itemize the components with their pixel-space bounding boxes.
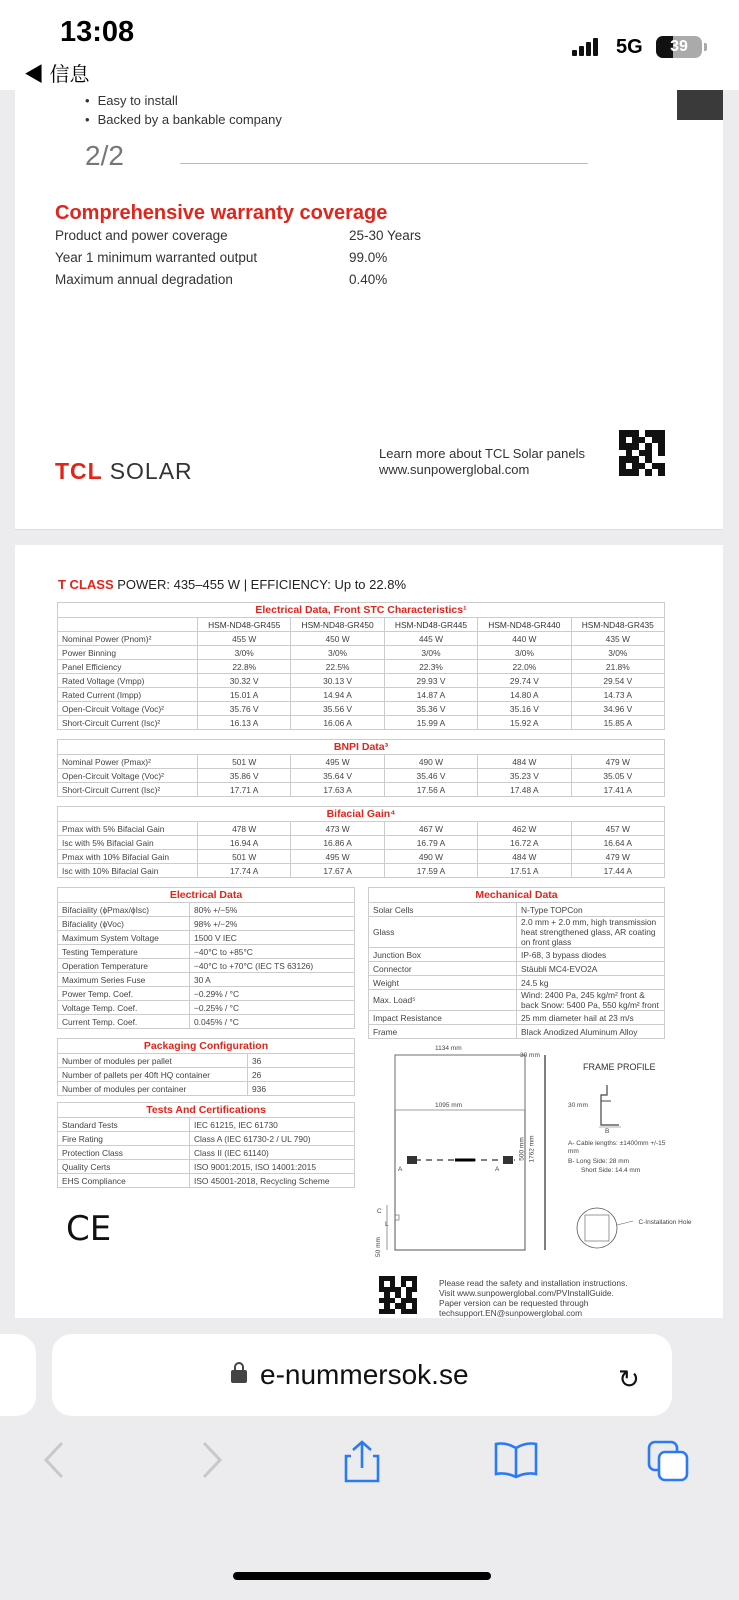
table-row: [58, 632, 665, 646]
pdf-page-2: [15, 545, 723, 1318]
cell-value: 36: [248, 1054, 355, 1068]
row-label: Standard Tests: [58, 1118, 190, 1132]
cell-value: 3/0%: [291, 646, 384, 660]
cell-value: 35.05 V: [571, 769, 664, 783]
cell-value: 16.06 A: [291, 716, 384, 730]
installation-hole: C-Installation Hole: [638, 1219, 692, 1226]
address-bar[interactable]: [52, 1334, 672, 1416]
cell-value: N-Type TOPCon: [517, 903, 665, 917]
cell-value: 30 A: [190, 973, 355, 987]
cell-value: 35.86 V: [198, 769, 291, 783]
cell-value: 24.5 kg: [517, 976, 665, 990]
row-label: Pmax with 5% Bifacial Gain: [58, 822, 198, 836]
cell-value: 479 W: [571, 755, 664, 769]
cell-value: 501 W: [198, 850, 291, 864]
table-row: [369, 917, 665, 948]
cell-value: 435 W: [571, 632, 664, 646]
table-row: [58, 1082, 355, 1096]
row-label: Power Temp. Coef.: [58, 987, 190, 1001]
back-to-messages-link[interactable]: ◀ 信息: [24, 64, 90, 86]
table-row: [58, 1132, 355, 1146]
cell-value: 30.32 V: [198, 674, 291, 688]
cell-value: 17.48 A: [478, 783, 571, 797]
row-label: Isc with 10% Bifacial Gain: [58, 864, 198, 878]
table-row: [58, 1118, 355, 1132]
qr-code-icon: [619, 430, 665, 476]
dim-height: 1762 mm: [528, 1135, 536, 1163]
ce-mark: CE: [66, 1209, 112, 1249]
cell-value: 17.41 A: [571, 783, 664, 797]
cell-value: 25 mm diameter hail at 23 m/s: [517, 1011, 665, 1025]
cell-value: 35.36 V: [384, 702, 477, 716]
table-row: [58, 688, 665, 702]
frame-profile-label: FRAME PROFILE: [583, 1062, 656, 1072]
row-label: Maximum System Voltage: [58, 931, 190, 945]
table-row: [58, 1068, 355, 1082]
cell-value: 35.76 V: [198, 702, 291, 716]
row-label: Pmax with 10% Bifacial Gain: [58, 850, 198, 864]
home-indicator: [233, 1572, 491, 1580]
cell-value: 30.13 V: [291, 674, 384, 688]
cell-value: 34.96 V: [571, 702, 664, 716]
share-icon[interactable]: [343, 1440, 381, 1493]
install-instructions: Please read the safety and installation instructions. Visit www.sunpowerglobal.com/PVInstallGuide. Paper version can be requested through techsupport.EN@sunpowerglobal.com: [439, 1278, 628, 1318]
cell-value: 29.54 V: [571, 674, 664, 688]
profile-height: 30 mm: [568, 1102, 588, 1109]
table-row: [58, 864, 665, 878]
table-row: [58, 850, 665, 864]
cell-value: 2.0 mm + 2.0 mm, high transmission heat strengthened glass, AR coating on front glass: [517, 917, 665, 948]
cell-value: IEC 61215, IEC 61730: [190, 1118, 355, 1132]
cell-value: 17.59 A: [384, 864, 477, 878]
cell-value: −0.29% / °C: [190, 987, 355, 1001]
bullet-item: • Backed by a bankable company: [85, 112, 282, 127]
dim-width: 1134 mm: [435, 1045, 462, 1052]
row-label: Maximum Series Fuse: [58, 973, 190, 987]
cell-value: 3/0%: [478, 646, 571, 660]
qr-code-icon: [379, 1276, 417, 1314]
cell-value: 21.8%: [571, 660, 664, 674]
cell-value: 440 W: [478, 632, 571, 646]
cell-value: Black Anodized Aluminum Alloy: [517, 1025, 665, 1039]
cell-value: 15.85 A: [571, 716, 664, 730]
cell-value: 15.99 A: [384, 716, 477, 730]
warranty-value: 99.0%: [349, 250, 388, 265]
pdf-page-1: [15, 90, 723, 530]
cell-value: ISO 45001-2018, Recycling Scheme: [190, 1174, 355, 1188]
cell-value: 80% +/−5%: [190, 903, 355, 917]
certifications-table: Tests And Certifications Standard Tests IEC 61215, IEC 61730 Fire Rating Class A (IEC 61730-2 / UL 790) Protection Class Class II (IEC 61140) Quality Certs ISO 9001:2015, ISO 14001:2015 EHS Compliance ISO 45001-2018, Recycling Scheme: [57, 1102, 355, 1188]
cell-value: 35.64 V: [291, 769, 384, 783]
warranty-title: Comprehensive warranty coverage: [55, 202, 388, 224]
cell-value: 3/0%: [384, 646, 477, 660]
cell-value: IP-68, 3 bypass diodes: [517, 948, 665, 962]
cell-value: 22.8%: [198, 660, 291, 674]
cell-value: 490 W: [384, 850, 477, 864]
cell-value: 35.23 V: [478, 769, 571, 783]
table-row: [58, 702, 665, 716]
cell-value: 22.5%: [291, 660, 384, 674]
learn-more-text: Learn more about TCL Solar panels www.sunpowerglobal.com: [379, 446, 585, 477]
table-row: [58, 987, 355, 1001]
table-row: [58, 931, 355, 945]
cell-value: 501 W: [198, 755, 291, 769]
cell-value: 936: [248, 1082, 355, 1096]
row-label: Connector: [369, 962, 517, 976]
cell-value: 35.56 V: [291, 702, 384, 716]
row-label: Nominal Power (Pmax)²: [58, 755, 198, 769]
cell-value: 17.63 A: [291, 783, 384, 797]
cell-value: 35.16 V: [478, 702, 571, 716]
cell-value: 29.93 V: [384, 674, 477, 688]
cable-lengths: A- Cable lengths: ±1400mm +/-15 mm: [568, 1140, 666, 1155]
cell-value: 15.01 A: [198, 688, 291, 702]
row-label: Operation Temperature: [58, 959, 190, 973]
row-label: Glass: [369, 917, 517, 948]
row-label: Short-Circuit Current (Isc)²: [58, 716, 198, 730]
cell-value: 484 W: [478, 850, 571, 864]
table-row: [58, 755, 665, 769]
lock-icon: [231, 1370, 247, 1383]
row-label: Bifaciality (ϕVoc): [58, 917, 190, 931]
connector-a: A: [495, 1166, 500, 1173]
table-row: [58, 1146, 355, 1160]
cell-value: −40°C to +70°C (IEC TS 63126): [190, 959, 355, 973]
cell-value: 14.80 A: [478, 688, 571, 702]
warranty-label: Product and power coverage: [55, 228, 228, 243]
row-label: Open-Circuit Voltage (Voc)²: [58, 702, 198, 716]
previous-tab-bar[interactable]: [0, 1334, 36, 1416]
network-label: 5G: [616, 36, 643, 58]
connector-a: A: [398, 1166, 403, 1173]
cell-value: 462 W: [478, 822, 571, 836]
cell-value: Wind: 2400 Pa, 245 kg/m² front & back Snow: 5400 Pa, 550 kg/m² front: [517, 990, 665, 1011]
cell-value: 3/0%: [198, 646, 291, 660]
table-row: [58, 836, 665, 850]
bullet-item: • Easy to install: [85, 93, 178, 108]
row-label: Number of pallets per 40ft HQ container: [58, 1068, 248, 1082]
cell-value: 473 W: [291, 822, 384, 836]
table-row: [58, 945, 355, 959]
cell-value: −40°C to +85°C: [190, 945, 355, 959]
table-row: [369, 903, 665, 917]
table-row: [58, 1001, 355, 1015]
bookmarks-icon[interactable]: [493, 1440, 539, 1489]
tclass-heading: T CLASS POWER: 435–455 W | EFFICIENCY: Up to 22.8%: [58, 577, 407, 592]
row-label: Fire Rating: [58, 1132, 190, 1146]
cell-value: 17.74 A: [198, 864, 291, 878]
row-label: Nominal Power (Pnom)²: [58, 632, 198, 646]
table-row: [58, 1160, 355, 1174]
cell-value: 35.46 V: [384, 769, 477, 783]
warranty-label: Maximum annual degradation: [55, 272, 233, 287]
signal-icon: [572, 38, 600, 61]
cell-value: 14.94 A: [291, 688, 384, 702]
table-row: [58, 1174, 355, 1188]
cell-value: 22.3%: [384, 660, 477, 674]
table-row: [58, 1054, 355, 1068]
cell-value: 14.87 A: [384, 688, 477, 702]
row-label: Solar Cells: [369, 903, 517, 917]
packaging-table: Packaging Configuration Number of modules per pallet 36 Number of pallets per 40ft HQ container 26 Number of modules per container 936: [57, 1038, 355, 1096]
profile-b: B: [605, 1128, 610, 1135]
cell-value: 455 W: [198, 632, 291, 646]
cell-value: 22.0%: [478, 660, 571, 674]
bnpi-table: BNPI Data³ Nominal Power (Pmax)² 501 W 495 W 490 W 484 W 479 W Open-Circuit Voltage (Voc)² 35.86 V 35.64 V 35.46 V 35.23 V 35.05 V Short-Circuit Current (Isc)² 17.71 A 17.63 A 17.56 A 17.48 A 17.41 A: [57, 739, 665, 797]
cell-value: 17.51 A: [478, 864, 571, 878]
cell-value: 484 W: [478, 755, 571, 769]
forward-button[interactable]: [200, 1440, 224, 1489]
cell-value: 29.74 V: [478, 674, 571, 688]
row-label: Frame: [369, 1025, 517, 1039]
mechanical-table: Mechanical Data Solar Cells N-Type TOPCon Glass 2.0 mm + 2.0 mm, high transmission heat strengthened glass, AR coating on front glass Junction Box IP-68, 3 bypass diodes Connector Stäubli MC4-EVO2A Weight 24.5 kg Max. Load⁵ Wind: 2400 Pa, 245 kg/m² front & back Snow: 5400 Pa, 550 kg/m² front Impact Resistance 25 mm diameter hail at 23 m/s Frame Black Anodized Aluminum Alloy: [368, 887, 665, 1039]
table-row: [58, 716, 665, 730]
mark-c: C: [377, 1208, 382, 1215]
cell-value: 16.13 A: [198, 716, 291, 730]
clock: 13:08: [60, 16, 135, 48]
cell-value: 479 W: [571, 850, 664, 864]
row-label: Protection Class: [58, 1146, 190, 1160]
row-label: Open-Circuit Voltage (Voc)²: [58, 769, 198, 783]
cell-value: 1500 V IEC: [190, 931, 355, 945]
electrical-table: Electrical Data Bifaciality (ϕPmax/ϕIsc) 80% +/−5% Bifaciality (ϕVoc) 98% +/−2% Maximum System Voltage 1500 V IEC Testing Temperature −40°C to +85°C Operation Temperature −40°C to +70°C (IEC TS 63126) Maximum Series Fuse 30 A Power Temp. Coef. −0.29% / °C Voltage Temp. Coef. −0.25% / °C Current Temp. Coef. 0.045% / °C: [57, 887, 355, 1029]
battery-icon: 39: [656, 36, 702, 58]
row-label: Current Temp. Coef.: [58, 1015, 190, 1029]
cell-value: 478 W: [198, 822, 291, 836]
row-label: Number of modules per container: [58, 1082, 248, 1096]
row-label: Number of modules per pallet: [58, 1054, 248, 1068]
cell-value: 14.73 A: [571, 688, 664, 702]
cell-value: 457 W: [571, 822, 664, 836]
cell-value: 445 W: [384, 632, 477, 646]
warranty-label: Year 1 minimum warranted output: [55, 250, 258, 265]
table-row: [58, 783, 665, 797]
cell-value: 17.67 A: [291, 864, 384, 878]
row-label: Voltage Temp. Coef.: [58, 1001, 190, 1015]
cell-value: 490 W: [384, 755, 477, 769]
divider: [180, 163, 588, 164]
table-row: [58, 769, 665, 783]
cell-value: 16.86 A: [291, 836, 384, 850]
table-row: [58, 1015, 355, 1029]
table-row: [58, 959, 355, 973]
status-bar: [0, 0, 739, 90]
cell-value: 17.44 A: [571, 864, 664, 878]
warranty-value: 25-30 Years: [349, 228, 422, 243]
url-text[interactable]: e-nummersok.se: [260, 1359, 469, 1390]
row-label: Rated Voltage (Vmpp): [58, 674, 198, 688]
table-row: [369, 990, 665, 1011]
tcl-solar-logo: TCL SOLAR: [55, 458, 193, 484]
cell-value: 495 W: [291, 755, 384, 769]
row-label: EHS Compliance: [58, 1174, 190, 1188]
warranty-value: 0.40%: [349, 272, 388, 287]
cell-value: 98% +/−2%: [190, 917, 355, 931]
table-row: [369, 948, 665, 962]
row-label: Bifaciality (ϕPmax/ϕIsc): [58, 903, 190, 917]
bifacial-table: Bifacial Gain⁴ Pmax with 5% Bifacial Gain 478 W 473 W 467 W 462 W 457 W Isc with 5% Bifacial Gain 16.94 A 16.86 A 16.79 A 16.72 A 16.64 A Pmax with 10% Bifacial Gain 501 W 495 W 490 W 484 W 479 W Isc with 10% Bifacial Gain 17.74 A 17.67 A 17.59 A 17.51 A 17.44 A: [57, 806, 665, 878]
stc-table: Electrical Data, Front STC Characteristics¹ HSM-ND48-GR455 HSM-ND48-GR450 HSM-ND48-GR445 HSM-ND48-GR440 HSM-ND48-GR435 Nominal Power (Pnom)² 455 W 450 W 445 W 440 W 435 W Power Binning 3/0% 3/0% 3/0% 3/0% 3/0% Panel Efficiency 22.8% 22.5% 22.3% 22.0% 21.8% Rated Voltage (Vmpp) 30.32 V 30.13 V 29.93 V 29.74 V 29.54 V Rated Current (Impp) 15.01 A 14.94 A 14.87 A 14.80 A 14.73 A Open-Circuit Voltage (Voc)² 35.76 V 35.56 V 35.36 V 35.16 V 34.96 V Short-Circuit Current (Isc)² 16.13 A 16.06 A 15.99 A 15.92 A 15.85 A: [57, 602, 665, 730]
table-row: [58, 973, 355, 987]
row-label: Panel Efficiency: [58, 660, 198, 674]
row-label: Impact Resistance: [369, 1011, 517, 1025]
cell-value: 16.94 A: [198, 836, 291, 850]
reload-icon[interactable]: ↻: [618, 1364, 640, 1394]
row-label: Weight: [369, 976, 517, 990]
table-row: [369, 976, 665, 990]
dim-bottom: 50 mm: [374, 1237, 382, 1257]
short-side: Short Side: 14.4 mm: [581, 1167, 641, 1174]
table-row: [369, 1011, 665, 1025]
mark-l: L: [385, 1221, 389, 1228]
row-label: Isc with 5% Bifacial Gain: [58, 836, 198, 850]
cell-value: Class A (IEC 61730-2 / UL 790): [190, 1132, 355, 1146]
cell-value: 16.72 A: [478, 836, 571, 850]
cell-value: 450 W: [291, 632, 384, 646]
row-label: Rated Current (Impp): [58, 688, 198, 702]
table-row: [369, 1025, 665, 1039]
table-row: [58, 674, 665, 688]
cell-value: 0.045% / °C: [190, 1015, 355, 1029]
panel-image-edge: [677, 90, 723, 120]
row-label: Max. Load⁵: [369, 990, 517, 1011]
cell-value: 26: [248, 1068, 355, 1082]
long-side: B- Long Side: 28 mm: [568, 1158, 630, 1165]
row-label: Short-Circuit Current (Isc)²: [58, 783, 198, 797]
cell-value: Stäubli MC4-EVO2A: [517, 962, 665, 976]
cell-value: ISO 9001:2015, ISO 14001:2015: [190, 1160, 355, 1174]
table-row: [58, 903, 355, 917]
dim-height-2: 500 mm: [518, 1137, 526, 1161]
table-row: [58, 646, 665, 660]
cell-value: −0.25% / °C: [190, 1001, 355, 1015]
cell-value: 3/0%: [571, 646, 664, 660]
cell-value: 17.71 A: [198, 783, 291, 797]
cell-value: 16.79 A: [384, 836, 477, 850]
back-button[interactable]: [42, 1440, 66, 1489]
table-row: [58, 822, 665, 836]
cell-value: Class II (IEC 61140): [190, 1146, 355, 1160]
tabs-icon[interactable]: [647, 1440, 691, 1493]
cell-value: 467 W: [384, 822, 477, 836]
dim-inner: 1095 mm: [435, 1102, 463, 1109]
table-row: [58, 660, 665, 674]
page-number: 2/2: [85, 140, 124, 171]
dim-frame: 30 mm: [520, 1052, 540, 1059]
row-label: Junction Box: [369, 948, 517, 962]
cell-value: 17.56 A: [384, 783, 477, 797]
cell-value: 495 W: [291, 850, 384, 864]
table-row: [58, 917, 355, 931]
table-row: [369, 962, 665, 976]
cell-value: 16.64 A: [571, 836, 664, 850]
cell-value: 15.92 A: [478, 716, 571, 730]
row-label: Quality Certs: [58, 1160, 190, 1174]
row-label: Power Binning: [58, 646, 198, 660]
row-label: Testing Temperature: [58, 945, 190, 959]
